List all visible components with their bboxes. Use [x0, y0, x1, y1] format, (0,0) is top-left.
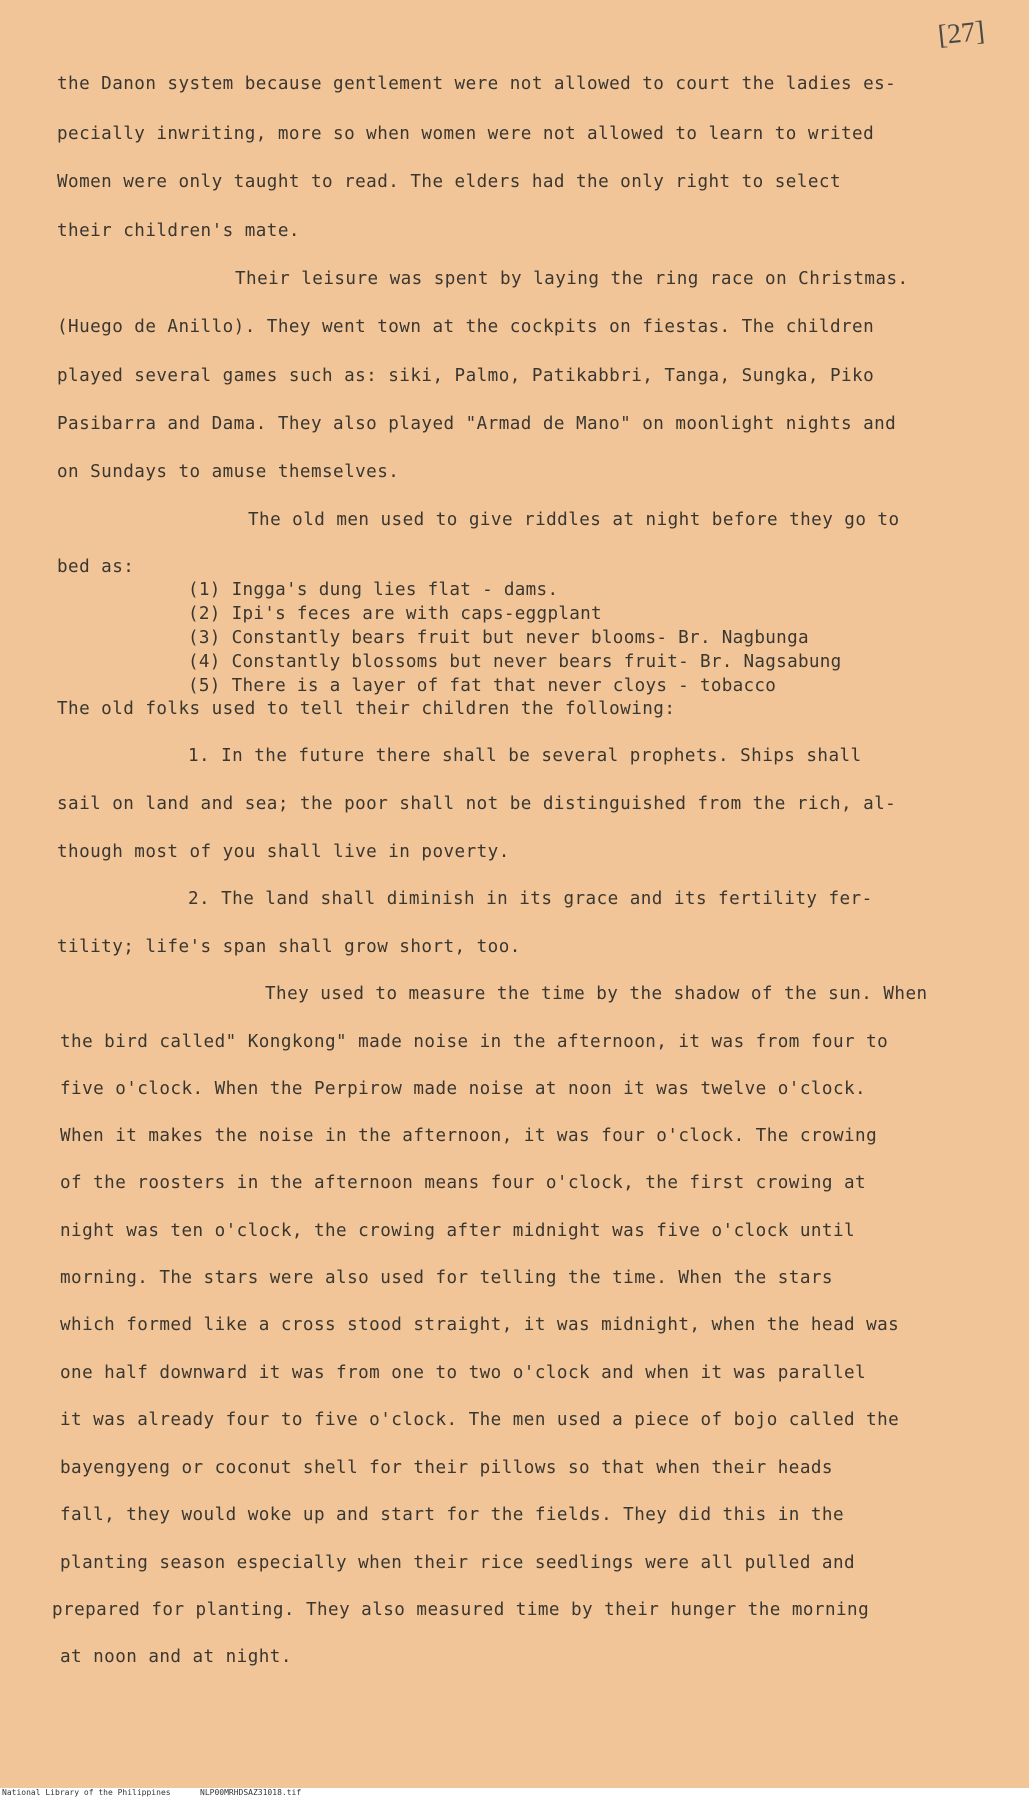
archive-footer [0, 1788, 1029, 1800]
text-line: played several games such as: siki, Palmo, Patikabbri, Tanga, Sungka, Piko [57, 366, 875, 386]
text-line: their children's mate. [57, 221, 300, 241]
riddle-item: (5) There is a layer of fat that never cloys - tobacco [188, 676, 777, 696]
text-line: sail on land and sea; the poor shall not be distinguished from the rich, al- [57, 794, 897, 814]
text-line: though most of you shall live in poverty. [57, 842, 510, 862]
text-line: planting season especially when their rice seedlings were all pulled and [60, 1553, 856, 1573]
text-line: 2. The land shall diminish in its grace and its fertility fer- [188, 889, 873, 909]
page-number-mark: [27] [936, 15, 987, 52]
text-line: bayengyeng or coconut shell for their pillows so that when their heads [60, 1458, 833, 1478]
text-line: it was already four to five o'clock. The men used a piece of bojo called the [60, 1410, 900, 1430]
text-line: pecially inwriting, more so when women were not allowed to learn to writed [57, 124, 875, 144]
text-line: tility; life's span shall grow short, too. [57, 937, 521, 957]
text-line: on Sundays to amuse themselves. [57, 462, 400, 482]
riddle-item: (3) Constantly bears fruit but never blooms- Br. Nagbunga [188, 628, 809, 648]
text-line: (Huego de Anillo). They went town at the cockpits on fiestas. The children [57, 317, 875, 337]
text-line: The old men used to give riddles at night before they go to [248, 510, 900, 530]
text-line: bed as: [57, 557, 135, 577]
text-line: Women were only taught to read. The elders had the only right to select [57, 172, 842, 192]
text-line: at noon and at night. [60, 1647, 292, 1667]
text-line: the bird called" Kongkong" made noise in the afternoon, it was from four to [60, 1032, 889, 1052]
riddle-item: (1) Ingga's dung lies flat - dams. [188, 580, 559, 600]
text-line: prepared for planting. They also measured time by their hunger the morning [52, 1600, 870, 1620]
text-line: of the roosters in the afternoon means four o'clock, the first crowing at [60, 1173, 867, 1193]
riddle-item: (4) Constantly blossoms but never bears fruit- Br. Nagsabung [188, 652, 842, 672]
text-line: Pasibarra and Dama. They also played "Armad de Mano" on moonlight nights and [57, 414, 897, 434]
text-line: 1. In the future there shall be several prophets. Ships shall [188, 746, 862, 766]
footer-file-name: NLP00MRHDSAZ31018.tif [200, 1788, 302, 1797]
text-line: which formed like a cross stood straight, it was midnight, when the head was [60, 1315, 900, 1335]
text-line: five o'clock. When the Perpirow made noise at noon it was twelve o'clock. [60, 1079, 867, 1099]
text-line: They used to measure the time by the shadow of the sun. When [265, 984, 928, 1004]
text-line: night was ten o'clock, the crowing after midnight was five o'clock until [60, 1221, 856, 1241]
text-line: fall, they would woke up and start for the fields. They did this in the [60, 1505, 845, 1525]
text-line: Their leisure was spent by laying the ring race on Christmas. [235, 269, 909, 289]
text-line: The old folks used to tell their children the following: [57, 699, 676, 719]
riddle-item: (2) Ipi's feces are with caps-eggplant [188, 604, 602, 624]
text-line: When it makes the noise in the afternoon, it was four o'clock. The crowing [60, 1126, 878, 1146]
footer-library-name: National Library of the Philippines [2, 1788, 171, 1797]
text-line: morning. The stars were also used for telling the time. When the stars [60, 1268, 833, 1288]
text-line: one half downward it was from one to two o'clock and when it was parallel [60, 1363, 867, 1383]
text-line: the Danon system because gentlement were not allowed to court the ladies es- [57, 74, 897, 94]
